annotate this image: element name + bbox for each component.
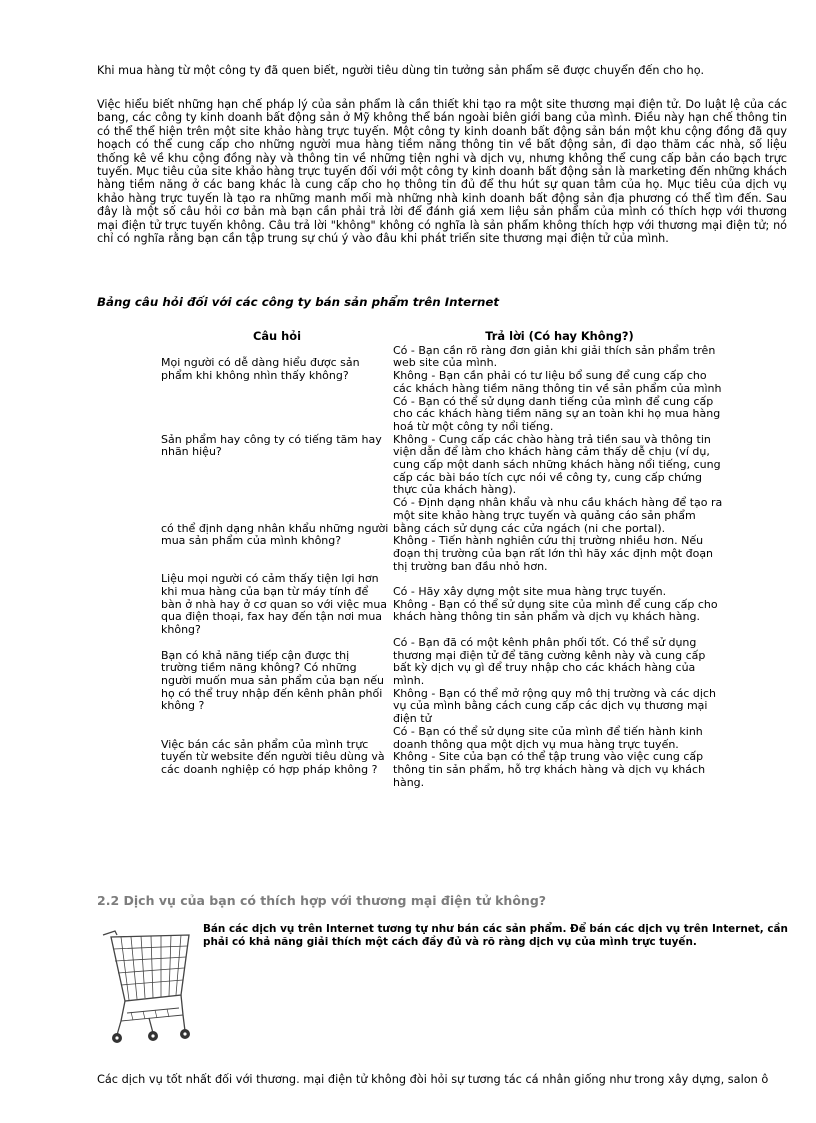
answer-cell (393, 573, 726, 637)
shopping-cart-image (97, 921, 197, 1049)
question-cell: Mọi người có dễ dàng hiểu được sản phẩm khi không nhìn thấy không? (161, 356, 360, 383)
answer-no: Không - Bạn cần phải có tư liệu bổ sung để cung cấp cho các khách hàng tiềm năng thông tin về sản phẩm của mình (393, 369, 722, 395)
answer-yes: Có - Hãy xây dựng một site mua hàng trực tuyến. (393, 585, 667, 599)
table-row (161, 497, 726, 573)
header-question: Câu hỏi (253, 329, 301, 343)
answer-yes: Có - Định dạng nhân khẩu và nhu cầu khách hàng để tạo ra một site khảo hàng trực tuyến và quảng cáo sản phẩm bằng cách sử dụng các cửa ngách (ni che portal). (393, 496, 723, 535)
answer-cell (393, 726, 726, 790)
paragraph-intro: Khi mua hàng từ một công ty đã quen biết, người tiêu dùng tin tưởng sản phẩm sẽ được chuyển đến cho họ. (97, 64, 705, 77)
answer-yes: Có - Bạn có thể sử dụng danh tiếng của mình để cung cấp cho các khách hàng tiềm năng sự an toàn khi họ mua hàng hoá từ một công ty nổi tiếng. (393, 394, 721, 433)
table-row (161, 573, 726, 637)
answer-no: Không - Bạn có thể mở rộng quy mô thị trường và các dịch vụ của mình bằng cách cung cấp các dịch vụ thương mại điện tử (393, 686, 716, 726)
answer-no: Không - Site của bạn có thể tập trung vào việc cung cấp thông tin sản phẩm, hỗ trợ khách hàng và dịch vụ khách hàng. (393, 750, 706, 789)
section-heading: 2.2 Dịch vụ của bạn có thích hợp với thương mại điện tử không? (97, 893, 547, 908)
table-row (161, 726, 726, 790)
table-title: Bảng câu hỏi đối với các công ty bán sản phẩm trên Internet (97, 295, 500, 309)
answer-no: Không - Bạn có thể sử dụng site của mình để cung cấp cho khách hàng thông tin sản phẩm và dịch vụ khách hàng. (393, 597, 718, 624)
question-cell: Sản phẩm hay công ty có tiếng tăm hay nhãn hiệu? (161, 432, 382, 459)
question-cell: Liệu mọi người có cảm thấy tiện lợi hơn khi mua hàng của bạn từ máy tính để bàn ở nhà hay ở cơ quan so với việc mua qua điện thoại, fax hay đến tận nơi mua không? (161, 572, 388, 637)
table-row (161, 345, 726, 396)
answer-cell (393, 637, 726, 726)
table-row (161, 637, 726, 726)
answer-no: Không - Tiến hành nghiên cứu thị trường nhiều hơn. Nếu đoạn thị trường của bạn rất lớn thì hãy xác định một đoạn thị trường ban đầu nhỏ hơn. (393, 534, 714, 573)
paragraph-bottom: Các dịch vụ tốt nhất đối với thương. mại điện tử không đòi hỏi sự tương tác cá nhân giống như trong xây dựng, salon ô (97, 1073, 769, 1086)
question-cell: có thể định dạng nhân khẩu những người mua sản phẩm của mình không? (161, 521, 389, 548)
answer-cell (393, 396, 726, 498)
question-cell: Việc bán các sản phẩm của mình trực tuyến từ website đến người tiêu dùng và các doanh nghiệp có hợp pháp không ? (161, 737, 385, 776)
question-table (161, 330, 726, 789)
answer-yes: Có - Bạn cần rõ ràng đơn giản khi giải thích sản phẩm trên web site của mình. (393, 343, 716, 370)
answer-cell (393, 345, 726, 396)
question-cell: Bạn có khả năng tiếp cận được thị trường tiềm năng không? Có những người muốn mua sản phẩm của bạn nếu họ có thể truy nhập đến kênh phân phối không ? (161, 648, 385, 713)
answer-no: Không - Cung cấp các chào hàng trả tiền sau và thông tin viện dẫn để làm cho khách hàng cảm thấy dễ chịu (ví dụ, cung cấp một danh sách những khách hàng nổi tiếng, cung cấp các bài báo tích cực nói về công ty, cung cấp chứng thực của khách hàng). (393, 432, 721, 497)
section-intro: Bán các dịch vụ trên Internet tương tự như bán các sản phẩm. Để bán các dịch vụ trên Internet, cần phải có khả năng giải thích một cách đầy đủ và rõ ràng dịch vụ của mình trực tuyến. (203, 923, 788, 948)
answer-yes: Có - Bạn có thể sử dụng site của mình để tiến hành kinh doanh thông qua một dịch vụ mua hàng trực tuyến. (393, 724, 703, 751)
table-row (161, 396, 726, 498)
table-header-row (161, 330, 726, 345)
paragraph-legal-limits: Việc hiểu biết những hạn chế pháp lý của sản phẩm là cần thiết khi tạo ra một site thương mại điện tử. Do luật lệ của các bang, các công ty kinh doanh bất động sản ở Mỹ không thể bán ngoài biên giới bang của mình. Điều này hạn chế thông tin có thể thể hiện trên một site khảo hàng trực tuyến. Một công ty kinh doanh bất động sản bán một khu cộng đồng đã quy hoạch có thể cung cấp cho những người mua hàng tiềm năng thông tin về bất động sản, đi dạo thăm các nhà, số liệu thống kê về khu cộng đồng này và thông tin về những tiện nghi và dịch vụ, nhưng không thể cung cấp bản cáo bạch trực tuyến. Mục tiêu của site khảo hàng trực tuyến đối với một công ty kinh doanh bất động sản là marketing đến những khách hàng tiềm năng ở các bang khác là cung cấp cho họ thông tin đủ để thu hút sự quan tâm của họ. Mục tiêu của dịch vụ khảo hàng trực tuyến là tạo ra những manh mối mà những nhà kinh doanh bất động sản địa phương có thể tìm đến. Sau đây là một số câu hỏi cơ bản mà bạn cần phải trả lời để đánh giá xem liệu sản phẩm của mình có thích hợp với thương mại điện tử trực tuyến không. Câu trả lời "không" không có nghĩa là sản phẩm không thích hợp với thương mại điện tử; nó chỉ có nghĩa rằng bạn cần tập trung sự chú ý vào đâu khi phát triển site thương mại điện tử của mình. (97, 98, 788, 246)
answer-yes: Có - Bạn đã có một kênh phân phối tốt. Có thể sử dụng thương mại điện tử để tăng cường kênh này và cung cấp bất kỳ dịch vụ gì để truy nhập cho các khách hàng của mình. (393, 635, 706, 687)
header-answer: Trả lời (Có hay Không?) (485, 329, 634, 343)
answer-cell (393, 497, 726, 573)
